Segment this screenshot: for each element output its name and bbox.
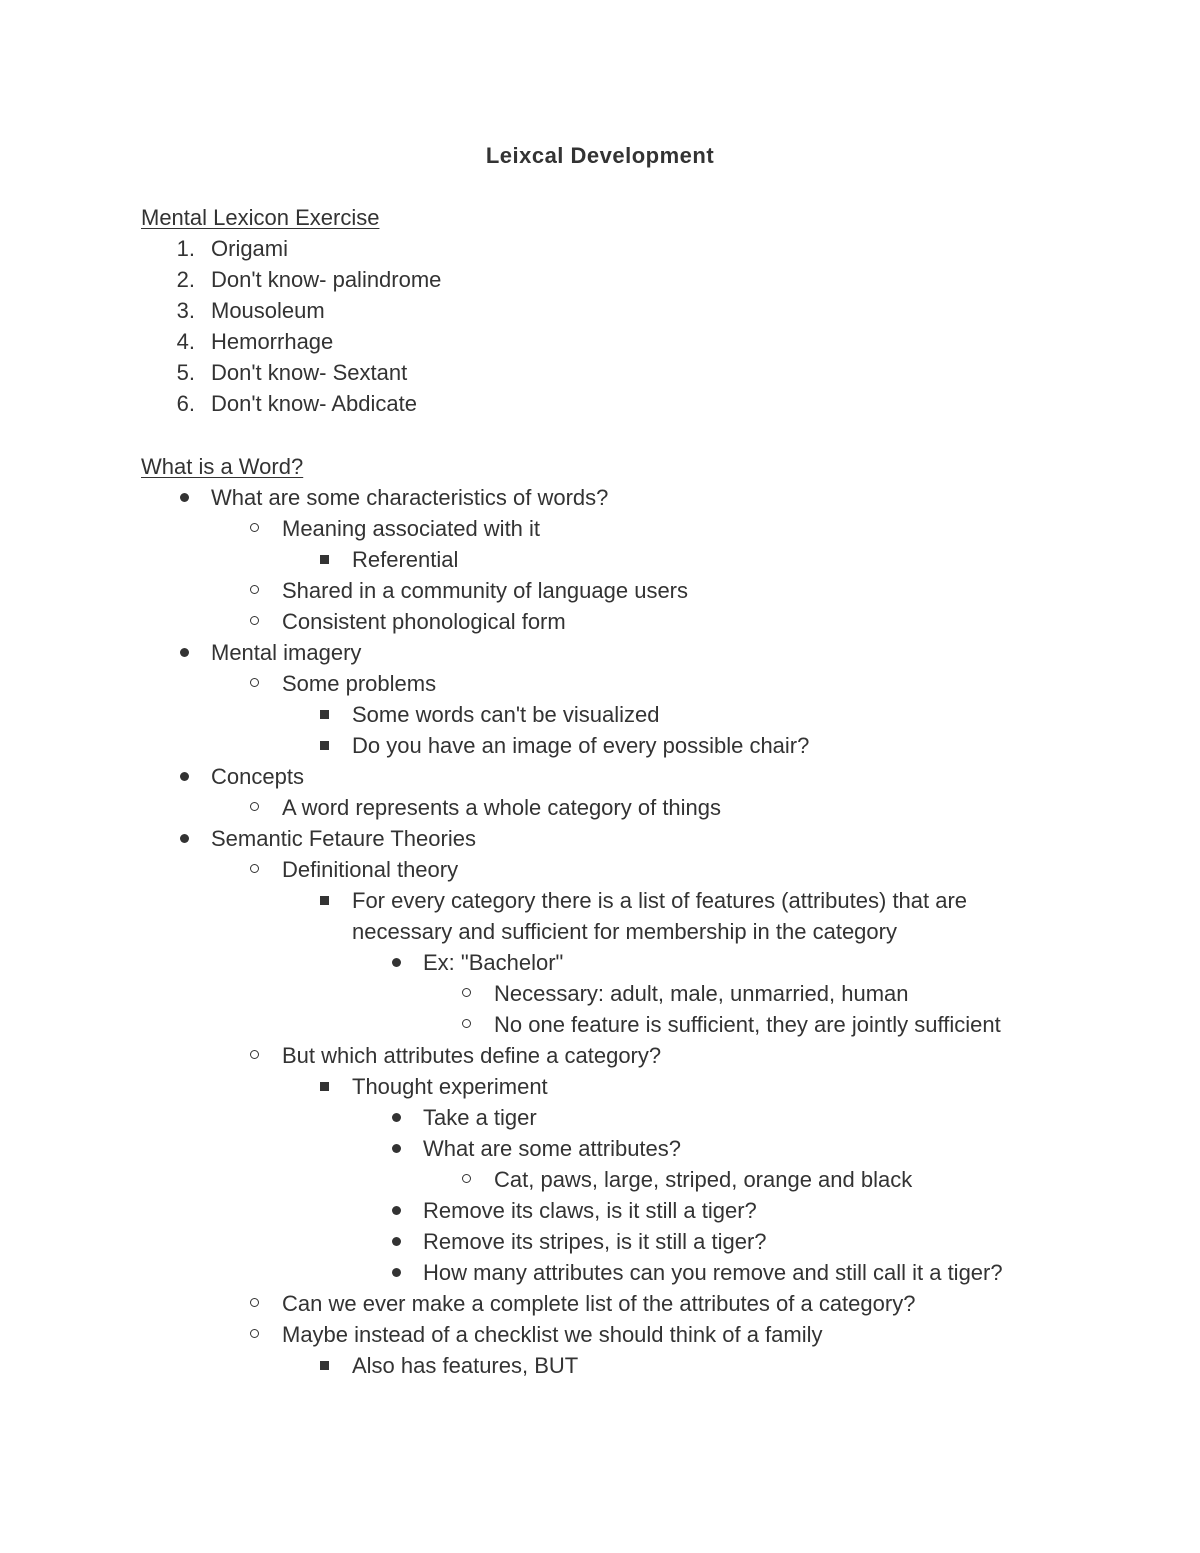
- bullet-circle-icon: [250, 864, 259, 873]
- outline-item-level-3: [0, 544, 1100, 575]
- outline-item-level-2: [0, 854, 1100, 885]
- outline-item-level-4: [0, 1195, 1100, 1226]
- outline-item-text: Maybe instead of a checklist we should think of a family: [282, 1322, 823, 1347]
- outline-item-text: Definitional theory: [282, 857, 459, 882]
- outline-item-level-5: [0, 1164, 1100, 1195]
- section-heading-what-is-a-word: What is a Word?: [141, 454, 304, 479]
- outline-item-text: Remove its claws, is it still a tiger?: [423, 1198, 757, 1223]
- bullet-disc-icon: [180, 834, 189, 843]
- outline-item-level-3: [0, 1350, 1100, 1381]
- outline-item-level-2: [0, 668, 1100, 699]
- document-title: Leixcal Development: [485, 143, 715, 168]
- bullet-disc-icon: [392, 1144, 401, 1153]
- outline-item-text: But which attributes define a category?: [282, 1043, 662, 1068]
- list-item-number: 5.: [176, 360, 195, 385]
- outline-item-text: What are some characteristics of words?: [211, 485, 609, 510]
- outline-item-level-4: [0, 1226, 1100, 1257]
- bullet-disc-icon: [392, 1206, 401, 1215]
- list-item-text: Hemorrhage: [211, 329, 334, 354]
- bullet-disc-icon: [392, 1268, 401, 1277]
- outline-item-level-1: [0, 482, 1100, 513]
- bullet-circle-icon: [250, 802, 259, 811]
- outline-item-level-1: [0, 637, 1100, 668]
- bullet-circle-icon: [250, 1329, 259, 1338]
- list-item-number: 1.: [176, 236, 195, 261]
- outline-item-text: Meaning associated with it: [282, 516, 541, 541]
- list-item: [0, 357, 1100, 388]
- outline-item-text: Mental imagery: [211, 640, 362, 665]
- outline-item-level-3: [0, 916, 1100, 947]
- bullet-square-icon: [320, 710, 329, 719]
- bullet-square-icon: [320, 1082, 329, 1091]
- outline-item-level-3: [0, 699, 1100, 730]
- outline-item-text: Referential: [352, 547, 459, 572]
- bullet-circle-icon: [462, 988, 471, 997]
- outline-item-text: How many attributes can you remove and still call it a tiger?: [423, 1260, 1003, 1285]
- bullet-square-icon: [320, 1361, 329, 1370]
- outline-item-level-2: [0, 606, 1100, 637]
- bullet-circle-icon: [250, 1050, 259, 1059]
- bullet-disc-icon: [180, 493, 189, 502]
- outline-item-text: Do you have an image of every possible chair?: [352, 733, 810, 758]
- outline-item-level-4: [0, 947, 1100, 978]
- outline-item-text: Some words can't be visualized: [352, 702, 660, 727]
- bullet-square-icon: [320, 555, 329, 564]
- list-item-text: Don't know- palindrome: [211, 267, 442, 292]
- outline-item-level-5: [0, 1009, 1100, 1040]
- bullet-circle-icon: [250, 523, 259, 532]
- list-item-number: 2.: [176, 267, 195, 292]
- outline-item-level-2: [0, 575, 1100, 606]
- list-item: [0, 233, 1100, 264]
- outline-item-text: Can we ever make a complete list of the attributes of a category?: [282, 1291, 916, 1316]
- section-heading-mental-lexicon: Mental Lexicon Exercise: [141, 205, 380, 230]
- outline-item-text: Take a tiger: [423, 1105, 537, 1130]
- list-item: [0, 388, 1100, 419]
- outline-item-level-1: [0, 761, 1100, 792]
- bullet-square-icon: [320, 896, 329, 905]
- list-item-text: Mousoleum: [211, 298, 325, 323]
- list-item-number: 4.: [176, 329, 195, 354]
- outline-item-level-4: [0, 1133, 1100, 1164]
- list-item-number: 3.: [176, 298, 195, 323]
- outline-item-text: Also has features, BUT: [352, 1353, 579, 1378]
- outline-item-level-1: [0, 823, 1100, 854]
- outline-item-text: What are some attributes?: [423, 1136, 682, 1161]
- outline-item-level-4: [0, 1102, 1100, 1133]
- outline-item-level-5: [0, 978, 1100, 1009]
- outline-item-level-3: [0, 1071, 1100, 1102]
- outline-item-text: No one feature is sufficient, they are jointly sufficient: [494, 1012, 1001, 1037]
- outline-item-level-2: [0, 792, 1100, 823]
- list-item-text: Origami: [211, 236, 289, 261]
- outline-item-text: Shared in a community of language users: [282, 578, 689, 603]
- outline-item-text: Consistent phonological form: [282, 609, 566, 634]
- outline-item-text: Remove its stripes, is it still a tiger?: [423, 1229, 767, 1254]
- bullet-disc-icon: [392, 958, 401, 967]
- list-item: [0, 264, 1100, 295]
- outline-item-text: necessary and sufficient for membership in the category: [352, 919, 897, 944]
- outline-item-text: Semantic Fetaure Theories: [211, 826, 476, 851]
- bullet-circle-icon: [462, 1019, 471, 1028]
- outline-item-level-3: [0, 730, 1100, 761]
- bullet-circle-icon: [250, 678, 259, 687]
- outline-item-level-2: [0, 1288, 1100, 1319]
- outline-item-level-3: [0, 885, 1100, 916]
- bullet-circle-icon: [462, 1174, 471, 1183]
- list-item: [0, 326, 1100, 357]
- bullet-disc-icon: [392, 1113, 401, 1122]
- bullet-circle-icon: [250, 1298, 259, 1307]
- outline-item-level-2: [0, 513, 1100, 544]
- list-item: [0, 295, 1100, 326]
- outline-item-level-2: [0, 1040, 1100, 1071]
- outline-item-text: For every category there is a list of features (attributes) that are: [352, 888, 968, 913]
- list-item-text: Don't know- Sextant: [211, 360, 408, 385]
- outline-item-text: Cat, paws, large, striped, orange and black: [494, 1167, 913, 1192]
- outline-item-level-2: [0, 1319, 1100, 1350]
- outline-item-text: Concepts: [211, 764, 304, 789]
- bullet-disc-icon: [180, 648, 189, 657]
- outline-item-text: Ex: "Bachelor": [423, 950, 564, 975]
- outline-item-text: Thought experiment: [352, 1074, 548, 1099]
- bullet-square-icon: [320, 741, 329, 750]
- outline-item-text: Some problems: [282, 671, 437, 696]
- bullet-disc-icon: [180, 772, 189, 781]
- outline-item-level-4: [0, 1257, 1100, 1288]
- outline-item-text: Necessary: adult, male, unmarried, human: [494, 981, 909, 1006]
- outline-item-text: A word represents a whole category of things: [282, 795, 722, 820]
- bullet-disc-icon: [392, 1237, 401, 1246]
- list-item-number: 6.: [176, 391, 195, 416]
- bullet-circle-icon: [250, 585, 259, 594]
- list-item-text: Don't know- Abdicate: [211, 391, 417, 416]
- bullet-circle-icon: [250, 616, 259, 625]
